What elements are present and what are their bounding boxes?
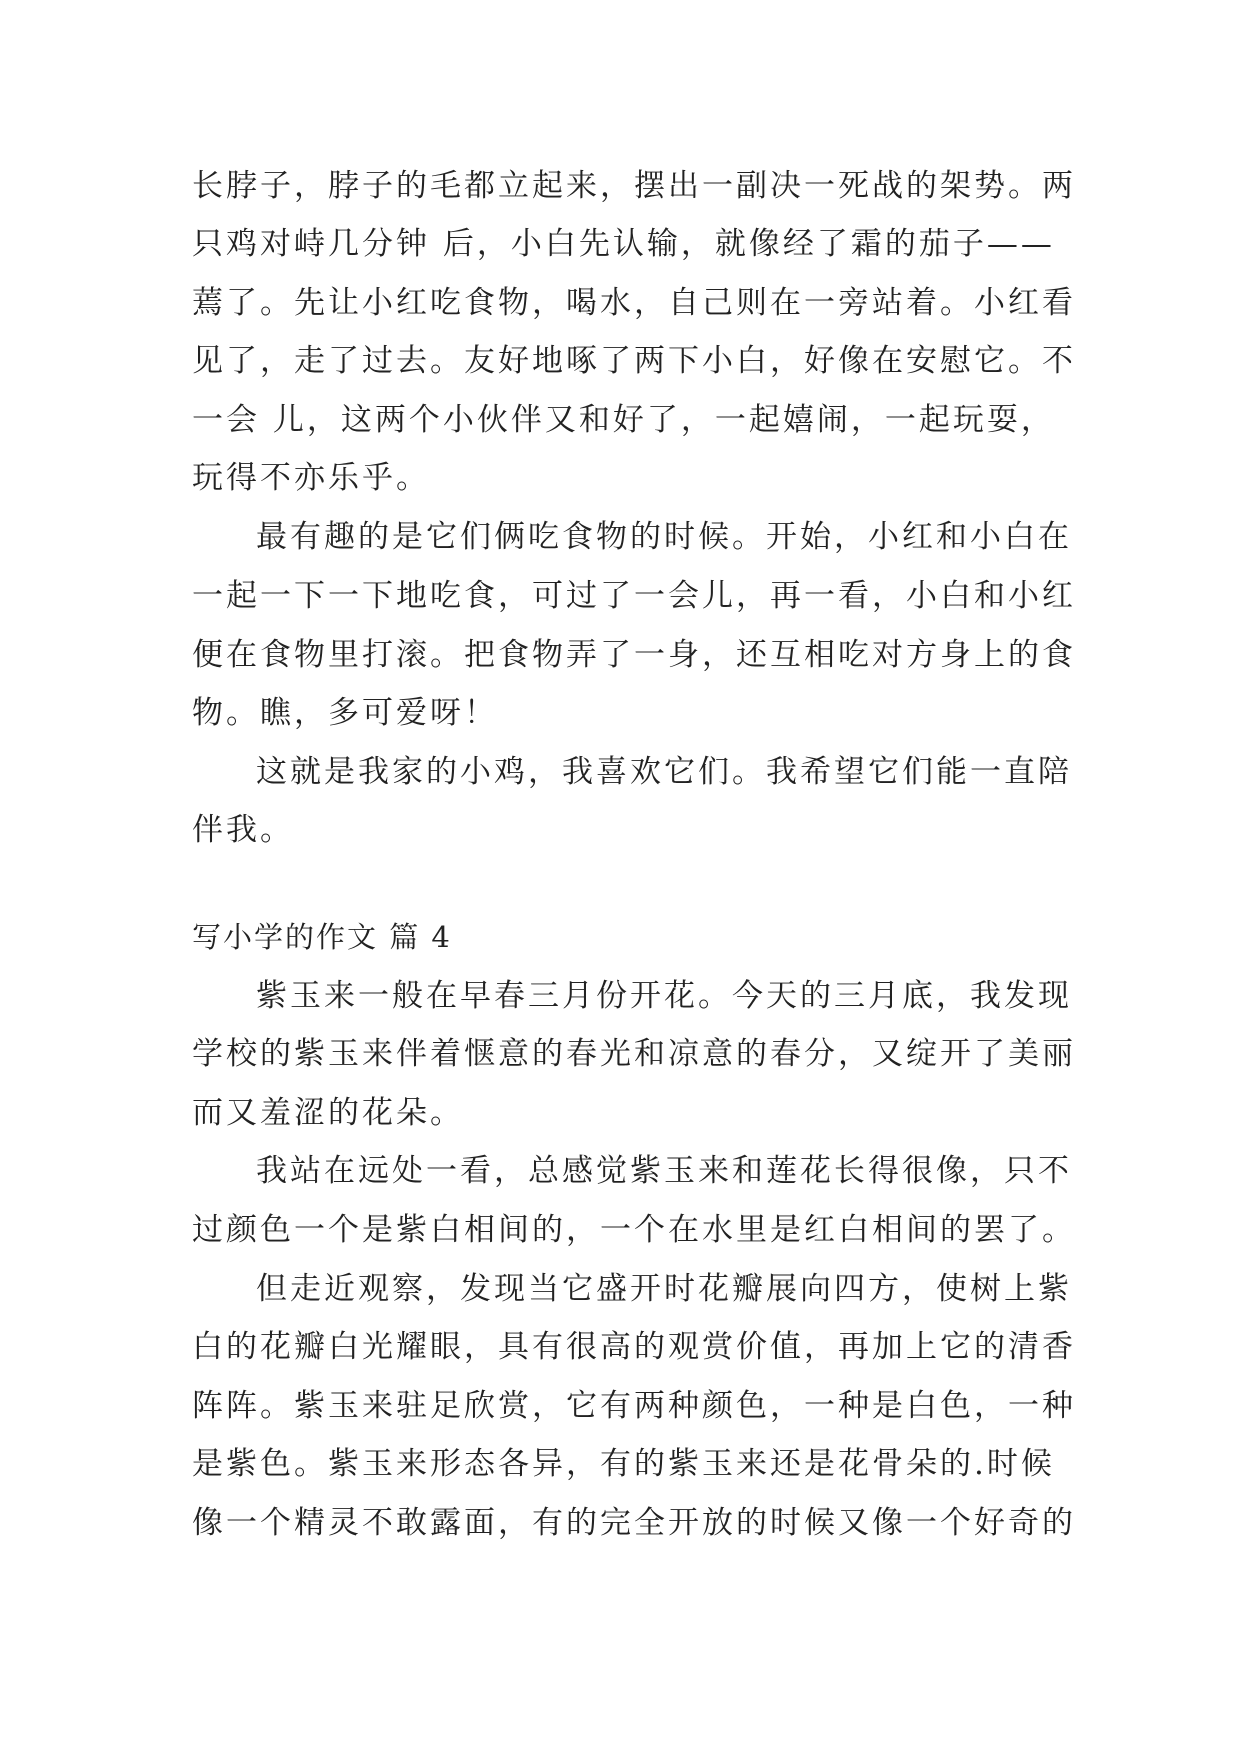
text-line: 是紫色。紫玉来形态各异，有的紫玉来还是花骨朵的.时候 [192,1446,1055,1482]
paragraph-start-line: 紫玉来一般在早春三月份开花。今天的三月底，我发现 [256,978,1072,1014]
text-line: 物。瞧，多可爱呀！ [192,695,498,731]
text-line: 学校的紫玉来伴着惬意的春光和凉意的春分，又绽开了美丽 [192,1036,1076,1072]
text-line: 像一个精灵不敢露面，有的完全开放的时候又像一个好奇的 [192,1505,1076,1541]
text-line: 见了，走了过去。友好地啄了两下小白，好像在安慰它。不 [192,343,1076,379]
paragraph-start-line: 我站在远处一看，总感觉紫玉来和莲花长得很像，只不 [256,1153,1072,1189]
text-line: 白的花瓣白光耀眼，具有很高的观赏价值，再加上它的清香 [192,1329,1076,1365]
text-line: 而又羞涩的花朵。 [192,1095,464,1131]
text-line: 只鸡对峙几分钟 后，小白先认输，就像经了霜的茄子—— [192,226,1055,262]
text-line: 一会 儿，这两个小伙伴又和好了，一起嬉闹，一起玩耍， [192,402,1055,438]
text-line: 阵阵。紫玉来驻足欣赏，它有两种颜色，一种是白色，一种 [192,1388,1076,1424]
text-line: 过颜色一个是紫白相间的，一个在水里是红白相间的罢了。 [192,1212,1076,1248]
text-line: 便在食物里打滚。把食物弄了一身，还互相吃对方身上的食 [192,637,1076,673]
paragraph-start-line: 但走近观察，发现当它盛开时花瓣展向四方，使树上紫 [256,1271,1072,1307]
text-line: 玩得不亦乐乎。 [192,460,430,496]
paragraph-start-line: 这就是我家的小鸡，我喜欢它们。我希望它们能一直陪 [256,754,1072,790]
text-line: 伴我。 [192,812,294,848]
text-line: 蔫了。先让小红吃食物，喝水，自己则在一旁站着。小红看 [192,285,1076,321]
paragraph-start-line: 最有趣的是它们俩吃食物的时候。开始，小红和小白在 [256,519,1072,555]
text-line: 一起一下一下地吃食，可过了一会儿，再一看，小白和小红 [192,578,1076,614]
section-heading: 写小学的作文 篇 4 [192,920,452,954]
text-line: 长脖子，脖子的毛都立起来，摆出一副决一死战的架势。两 [192,168,1076,204]
